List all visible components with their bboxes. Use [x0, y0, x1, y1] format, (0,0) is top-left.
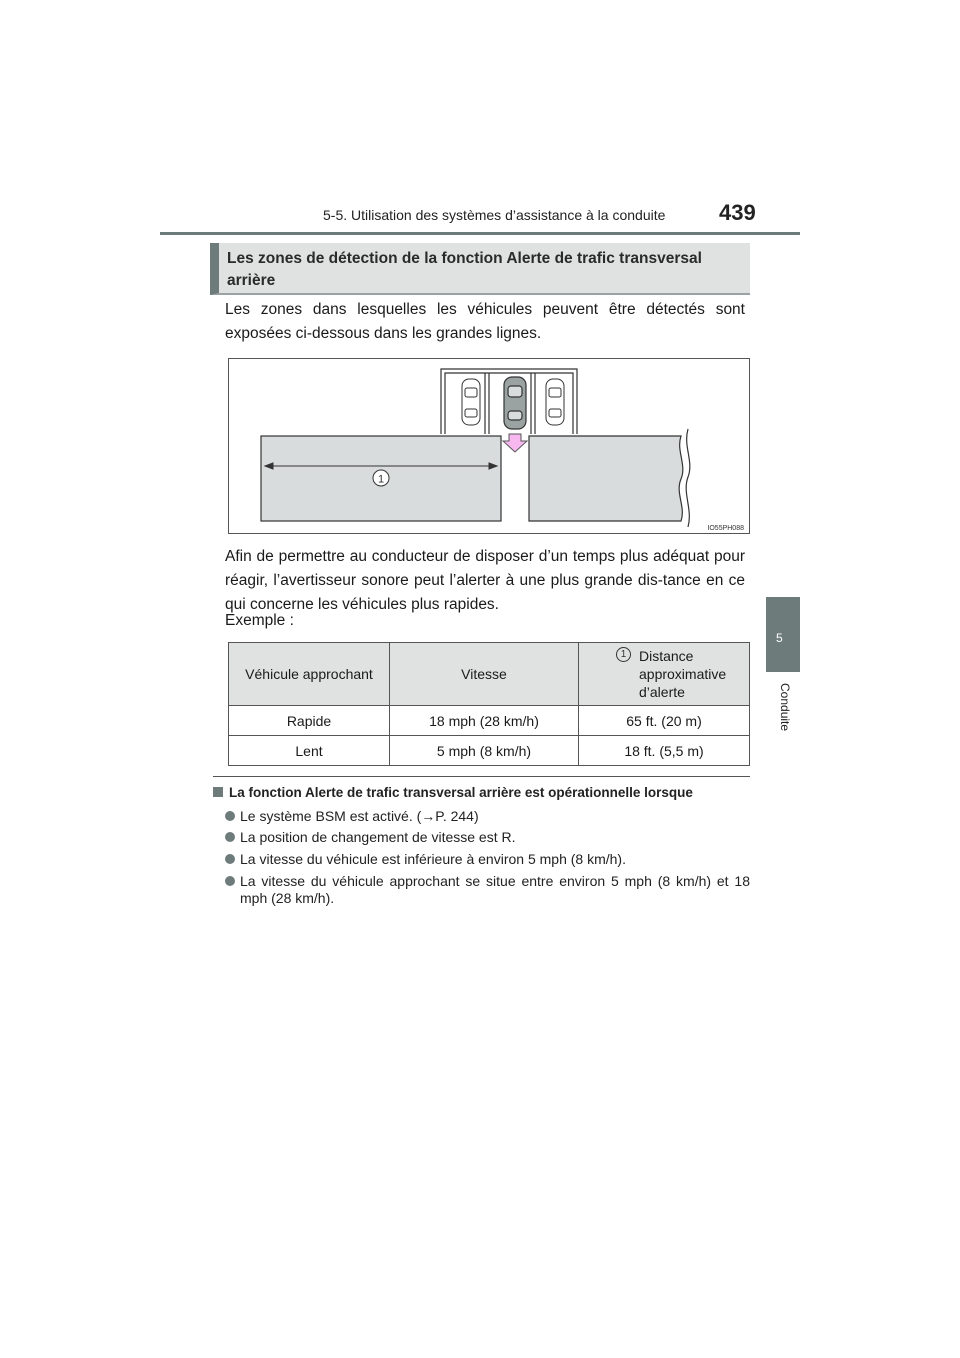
running-header: 5-5. Utilisation des systèmes d’assistance à la conduite — [323, 207, 666, 223]
cell-vehicle: Lent — [229, 736, 390, 766]
cell-speed: 18 mph (28 km/h) — [390, 706, 579, 736]
alert-distance-table — [228, 642, 750, 766]
cell-vehicle: Rapide — [229, 706, 390, 736]
reversing-car — [504, 377, 526, 429]
square-bullet-icon — [213, 787, 223, 797]
condition-item-text: La position de changement de vitesse est R. — [240, 829, 516, 845]
chapter-tab-number: 5 — [776, 631, 783, 645]
detection-zone-illustration — [229, 359, 751, 535]
distance-marker: 1 — [616, 647, 631, 662]
condition-item — [225, 829, 750, 846]
zone-marker-label: 1 — [377, 473, 385, 486]
condition-item-text: La vitesse du véhicule est inférieure à environ 5 mph (8 km/h). — [240, 851, 626, 867]
cell-speed: 5 mph (8 km/h) — [390, 736, 579, 766]
table-row — [229, 736, 750, 766]
conditions-heading — [213, 785, 693, 800]
header-distance-label: Distance approximative d’alerte — [639, 648, 727, 700]
intro-paragraph: Les zones dans lesquelles les véhicules peuvent être détectés sont exposées ci-dessous dans les grandes lignes. — [225, 301, 745, 342]
header-speed: Vitesse — [390, 643, 579, 706]
example-label: Exemple : — [225, 612, 294, 629]
page-number: 439 — [719, 200, 756, 225]
parked-car-left — [462, 379, 480, 425]
cell-distance: 65 ft. (20 m) — [579, 706, 750, 736]
section-heading: Les zones de détection de la fonction Alerte de trafic transversal arrière — [210, 243, 750, 295]
condition-item — [225, 808, 750, 825]
header-vehicle: Véhicule approchant — [229, 643, 390, 706]
parked-car-right — [546, 379, 564, 425]
table-row — [229, 706, 750, 736]
chapter-tab-label-text: Conduite — [778, 683, 792, 732]
image-code: IO55PH088 — [707, 525, 744, 532]
bullet-icon — [225, 876, 235, 886]
cell-distance: 18 ft. (5,5 m) — [579, 736, 750, 766]
chapter-tab — [766, 597, 800, 672]
condition-item — [225, 873, 750, 907]
explanation-paragraph: Afin de permettre au conducteur de disposer d’un temps plus adéquat pour réagir, l’avertisseur sonore peut l’alerter à une plus grande dis-tance en ce qui concerne les véhicules plus rapides. — [225, 548, 745, 613]
condition-item-text: La vitesse du véhicule approchant se situe entre environ 5 mph (8 km/h) et 18 mph (28 km/h). — [240, 873, 750, 906]
bullet-icon — [225, 854, 235, 864]
bullet-icon — [225, 811, 235, 821]
detection-zone-diagram — [228, 358, 750, 534]
conditions-rule — [213, 776, 750, 777]
header-distance — [579, 643, 750, 706]
right-detection-zone — [529, 436, 683, 521]
header-rule — [160, 232, 800, 235]
reverse-arrow — [503, 434, 527, 452]
condition-item-text: Le système BSM est activé. (→P. 244) — [240, 808, 479, 824]
chapter-tab-label — [766, 683, 800, 753]
condition-item — [225, 851, 750, 868]
conditions-heading-text: La fonction Alerte de trafic transversal arrière est opérationnelle lorsque — [229, 785, 693, 800]
table-header-row — [229, 643, 750, 706]
bullet-icon — [225, 832, 235, 842]
